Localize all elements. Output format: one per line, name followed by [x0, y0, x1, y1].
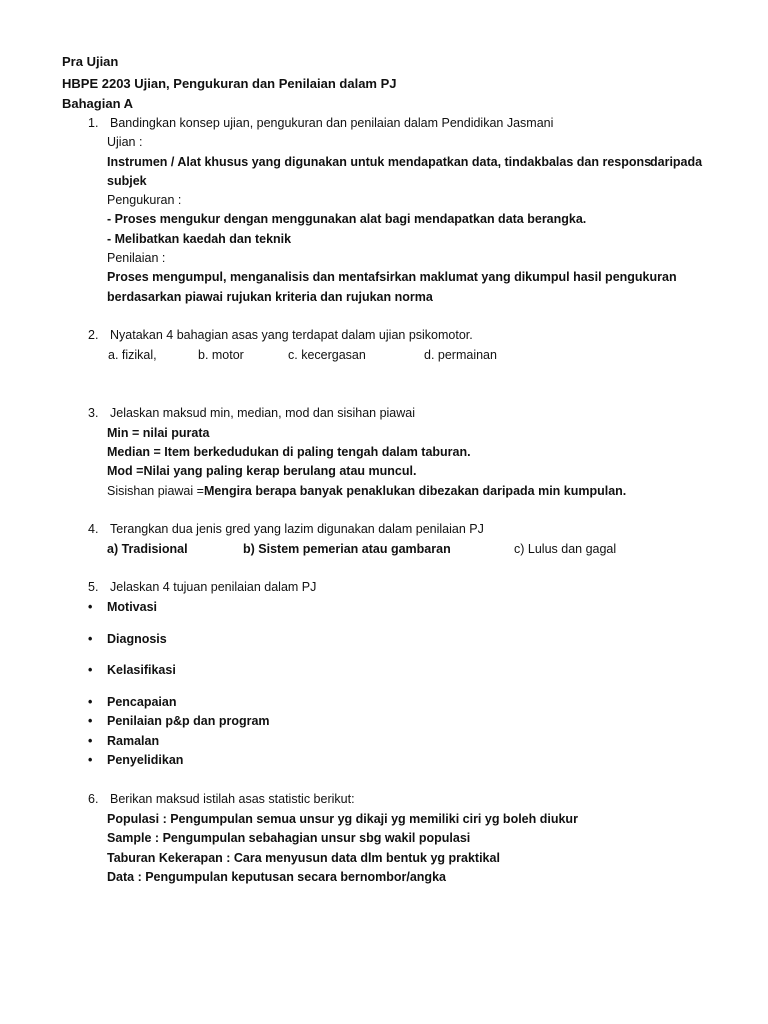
q1-penilaian-text-2: berdasarkan piawai rujukan kriteria dan rujukan norma — [107, 290, 433, 304]
section-title: Bahagian A — [62, 96, 134, 111]
q1-pengukuran-label: Pengukuran : — [107, 193, 182, 207]
q1-ujian-label: Ujian : — [107, 135, 143, 149]
q6-data: Data : Pengumpulan keputusan secara bernombor/angka — [107, 870, 446, 884]
course-title: HBPE 2203 Ujian, Pengukuran dan Penilaian dalam PJ — [62, 76, 397, 91]
title-pra-ujian: Pra Ujian — [62, 54, 119, 69]
bullet-icon: • — [88, 632, 93, 646]
q2-number: 2. — [88, 328, 99, 342]
q3-sisihan-label: Sisishan piawai = — [107, 484, 204, 498]
q3-sisihan-row — [107, 482, 626, 501]
q4-option-b: b) Sistem pemerian atau gambaran — [243, 542, 451, 556]
q5-item-kelasifikasi: Kelasifikasi — [107, 663, 176, 677]
q1-question: Bandingkan konsep ujian, pengukuran dan penilaian dalam Pendidikan Jasmani — [110, 116, 554, 130]
q2-option-d: d. permainan — [424, 348, 497, 362]
q5-item-penilaian: Penilaian p&p dan program — [107, 714, 270, 728]
q5-number: 5. — [88, 580, 99, 594]
q5-item-penyelidikan: Penyelidikan — [107, 753, 184, 767]
q6-populasi: Populasi : Pengumpulan semua unsur yg dikaji yg memiliki ciri yg boleh diukur — [107, 812, 578, 826]
q2-option-c: c. kecergasan — [288, 348, 366, 362]
bullet-icon: • — [88, 663, 93, 677]
q4-option-c: c) Lulus dan gagal — [514, 542, 617, 556]
q1-penilaian-text-1: Proses mengumpul, menganalisis dan mentafsirkan maklumat yang dikumpul hasil pengukuran — [107, 270, 677, 284]
bullet-icon: • — [88, 695, 93, 709]
q2-question: Nyatakan 4 bahagian asas yang terdapat dalam ujian psikomotor. — [110, 328, 473, 342]
q4-number: 4. — [88, 522, 99, 536]
q1-penilaian-label: Penilaian : — [107, 251, 166, 265]
q4-option-a: a) Tradisional — [107, 542, 188, 556]
bullet-icon: • — [88, 714, 93, 728]
q1-pengukuran-point-2: - Melibatkan kaedah dan teknik — [107, 232, 292, 246]
q3-number: 3. — [88, 406, 99, 420]
q4-question: Terangkan dua jenis gred yang lazim digunakan dalam penilaian PJ — [110, 522, 484, 536]
q5-item-ramalan: Ramalan — [107, 734, 160, 748]
bullet-icon: • — [88, 734, 93, 748]
q1-ujian-text: Instrumen / Alat khusus yang digunakan untuk mendapatkan data, tindakbalas dan respons — [107, 155, 652, 169]
bullet-icon: • — [88, 600, 93, 614]
q3-sisihan-text: Mengira berapa banyak penaklukan dibezakan daripada min kumpulan. — [203, 484, 627, 498]
q6-sample: Sample : Pengumpulan sebahagian unsur sbg wakil populasi — [107, 831, 471, 845]
q5-item-motivasi: Motivasi — [107, 600, 158, 614]
q6-number: 6. — [88, 792, 99, 806]
q3-min: Min = nilai purata — [107, 426, 210, 440]
q3-question: Jelaskan maksud min, median, mod dan sisihan piawai — [110, 406, 416, 420]
q6-question: Berikan maksud istilah asas statistic berikut: — [110, 792, 355, 806]
q1-pengukuran-point-1: - Proses mengukur dengan menggunakan alat bagi mendapatkan data berangka. — [107, 212, 587, 226]
q3-median: Median = Item berkedudukan di paling tengah dalam taburan. — [107, 445, 471, 459]
q2-option-a: a. fizikal, — [108, 348, 157, 362]
q1-ujian-text-cont: subjek — [107, 174, 147, 188]
q1-ujian-text-end: daripada — [650, 155, 703, 169]
q5-question: Jelaskan 4 tujuan penilaian dalam PJ — [110, 580, 317, 594]
q1-number: 1. — [88, 116, 99, 130]
q5-item-pencapaian: Pencapaian — [107, 695, 177, 709]
q2-option-b: b. motor — [198, 348, 244, 362]
q5-item-diagnosis: Diagnosis — [107, 632, 167, 646]
q3-mod: Mod =Nilai yang paling kerap berulang atau muncul. — [107, 464, 417, 478]
bullet-icon: • — [88, 753, 93, 767]
q6-taburan: Taburan Kekerapan : Cara menyusun data dlm bentuk yg praktikal — [107, 851, 500, 865]
